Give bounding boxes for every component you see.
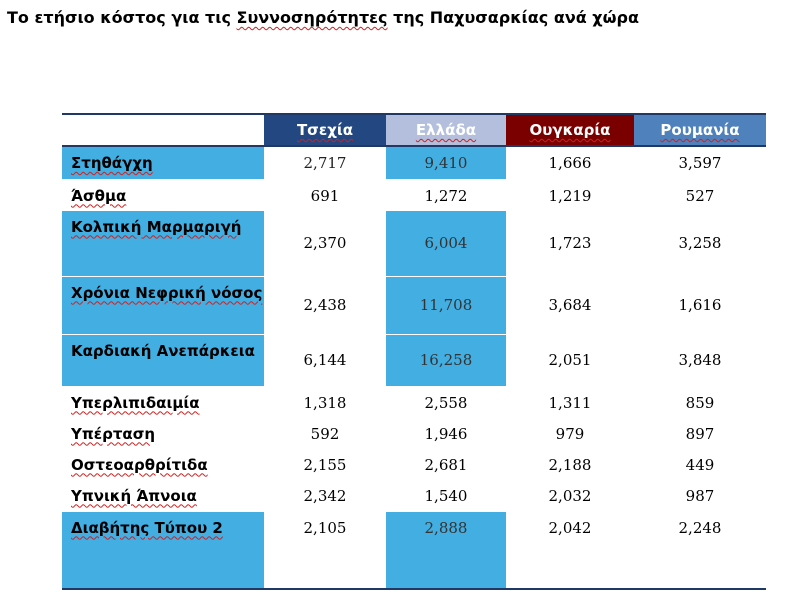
cost-table-frame: [62, 113, 766, 590]
title-part-1: Το ετήσιο κόστος για τις: [7, 8, 237, 27]
row-label-cell: [62, 417, 264, 448]
header-greece-label: Ελλάδα: [415, 121, 477, 139]
cell-czech: 6,144: [264, 334, 386, 386]
table-row: [62, 146, 766, 179]
cell-czech: 592: [264, 417, 386, 448]
cell-romania: 3,258: [634, 210, 766, 276]
table-row: [62, 386, 766, 417]
header-greece: [386, 115, 506, 146]
title-part-3: της Παχυσαρκίας ανά χώρα: [387, 8, 639, 27]
cell-greece: 6,004: [386, 210, 506, 276]
cell-czech: 691: [264, 179, 386, 210]
header-czech: [264, 115, 386, 146]
cell-greece: 16,258: [386, 334, 506, 386]
row-label: Άσθμα: [71, 186, 127, 205]
table-row: [62, 210, 766, 276]
row-label: Οστεοαρθρίτιδα: [71, 455, 208, 474]
table-row: [62, 276, 766, 334]
cell-greece: 2,558: [386, 386, 506, 417]
row-label-cell: [62, 448, 264, 479]
table-row: [62, 511, 766, 589]
cell-hungary: 3,684: [506, 276, 634, 334]
title-part-2: Συννοσηρότητες: [236, 8, 388, 27]
row-label: Υπνική Άπνοια: [71, 486, 197, 505]
header-hungary: [506, 115, 634, 146]
cell-czech: 2,155: [264, 448, 386, 479]
row-label-cell: [62, 334, 264, 386]
cell-greece: 1,540: [386, 479, 506, 511]
cell-hungary: 2,042: [506, 511, 634, 589]
cell-romania: 897: [634, 417, 766, 448]
cell-romania: 859: [634, 386, 766, 417]
row-label-cell: [62, 210, 264, 276]
table-row: [62, 179, 766, 210]
row-label: Υπέρταση: [71, 424, 156, 443]
cell-romania: 987: [634, 479, 766, 511]
cell-czech: 1,318: [264, 386, 386, 417]
table-row: [62, 448, 766, 479]
row-label: Στηθάγχη: [71, 154, 153, 172]
cell-hungary: 1,219: [506, 179, 634, 210]
row-label-cell: [62, 146, 264, 179]
row-label: Χρόνια Νεφρική νόσος: [71, 283, 263, 302]
cell-czech: 2,438: [264, 276, 386, 334]
cell-greece: 11,708: [386, 276, 506, 334]
row-label-cell: [62, 386, 264, 417]
header-romania-label: Ρουμανία: [660, 121, 740, 139]
cell-greece: 1,272: [386, 179, 506, 210]
row-label-cell: [62, 479, 264, 511]
cell-hungary: 2,032: [506, 479, 634, 511]
cell-czech: 2,105: [264, 511, 386, 589]
document-title: [7, 8, 639, 27]
cell-greece: 2,888: [386, 511, 506, 589]
cell-czech: 2,370: [264, 210, 386, 276]
row-label-cell: [62, 179, 264, 210]
cell-romania: 1,616: [634, 276, 766, 334]
cell-romania: 527: [634, 179, 766, 210]
table-body: [62, 146, 766, 589]
cell-hungary: 1,311: [506, 386, 634, 417]
cell-hungary: 2,188: [506, 448, 634, 479]
cell-romania: 449: [634, 448, 766, 479]
cell-greece: 2,681: [386, 448, 506, 479]
cell-czech: 2,342: [264, 479, 386, 511]
cost-table: [62, 115, 766, 590]
cell-romania: 3,597: [634, 146, 766, 179]
cell-czech: 2,717: [264, 146, 386, 179]
row-label: Υπερλιπιδαιμία: [71, 393, 200, 412]
row-label: Καρδιακή Ανεπάρκεια: [71, 341, 255, 360]
row-label: Διαβήτης Τύπου 2: [71, 518, 223, 537]
cell-romania: 2,248: [634, 511, 766, 589]
table-row: [62, 334, 766, 386]
row-label-cell: [62, 276, 264, 334]
header-romania: [634, 115, 766, 146]
table-row: [62, 417, 766, 448]
cell-hungary: 979: [506, 417, 634, 448]
row-label: Κολπική Μαρμαριγή: [71, 217, 242, 236]
header-czech-label: Τσεχία: [296, 121, 354, 139]
table-header-row: [62, 115, 766, 146]
cell-hungary: 1,723: [506, 210, 634, 276]
cell-greece: 9,410: [386, 146, 506, 179]
table-row: [62, 479, 766, 511]
header-corner: [62, 115, 264, 146]
cell-hungary: 1,666: [506, 146, 634, 179]
cell-greece: 1,946: [386, 417, 506, 448]
cell-hungary: 2,051: [506, 334, 634, 386]
row-label-cell: [62, 511, 264, 589]
header-hungary-label: Ουγκαρία: [529, 121, 611, 139]
cell-romania: 3,848: [634, 334, 766, 386]
